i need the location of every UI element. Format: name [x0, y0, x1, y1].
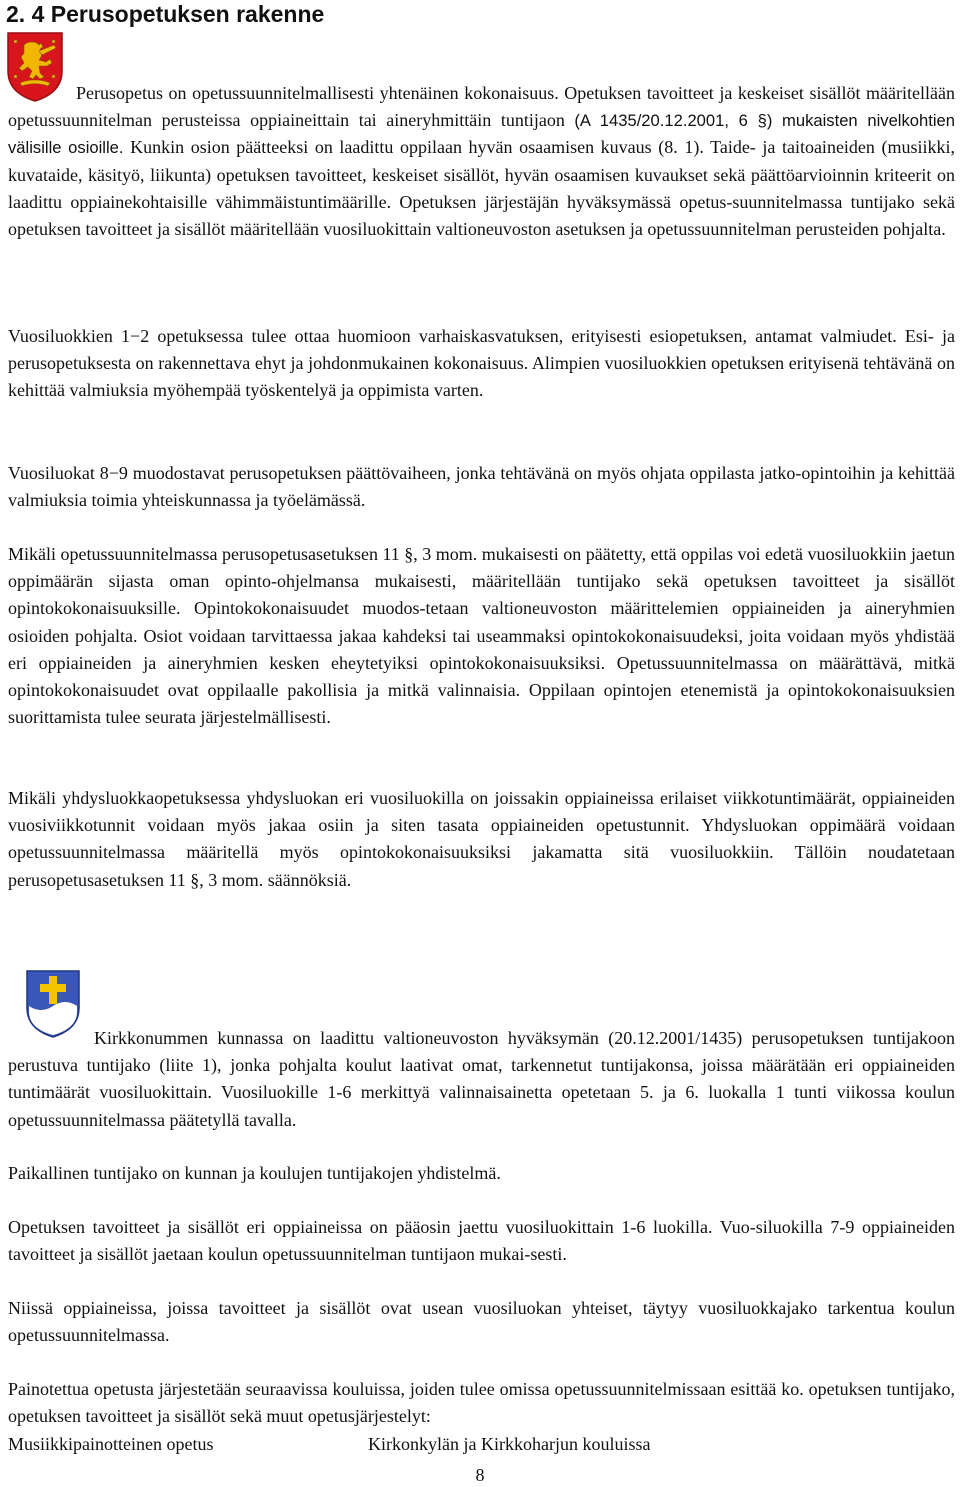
paragraph-grades-8-9: Vuosiluokat 8−9 muodostavat perusopetuksen päättövaiheen, jonka tehtävänä on myös ohjata oppilasta jatko-opintoihin ja kehittää valmiuksia toimia yhteiskunnassa ja työelämässä. — [8, 463, 955, 511]
paragraph-study-modules: Mikäli opetussuunnitelmassa perusopetusasetuksen 11 §, 3 mom. mukaisesti on päätetty, että oppilas voi edetä vuosiluokkiin jaetun oppimäärän sijasta oman opinto-ohjelmansa mukaisesti, määritellään tuntijako sekä opetuksen tavoitteet ja sisällöt opintokokonaisuuksille. Opintokokonaisuudet muodos-tetaan valtioneuvoston määrittelemien oppiaineiden ja aineryhmien osioiden pohjalta. Osiot voidaan tarvittaessa jakaa kahdeksi tai useammaksi opintokokonaisuudeksi, joita voidaan myös yhdistää eri oppiaineiden ja aineryhmien kesken eheytetyiksi opintokokonaisuuksiksi. Opetussuunnitelmassa on määrättävä, mitkä opintokokonaisuudet ovat oppilaalle pakollisia ja mitkä valinnaisia. Oppilaan opintojen etenemistä ja opintokokonaisuuksien suorittamista tulee seurata järjestelmällisesti. — [8, 544, 956, 728]
page-number: 8 — [475, 1465, 485, 1485]
paragraph-intro — [8, 80, 955, 243]
paragraph-grades-1-2: Vuosiluokkien 1−2 opetuksessa tulee ottaa huomioon varhaiskasvatuksen, erityisesti esiopetuksen, antamat valmiudet. Esi- ja perusopetuksesta on rakennettava ehyt ja johdonmukainen kokonaisuus. Alimpien vuosiluokkien opetuksen erityisenä tehtävänä on kehittää valmiuksia myöhempää työskentelyä ja oppimista varten. — [8, 326, 955, 401]
paragraph-shared-objectives: Niissä oppiaineissa, joissa tavoitteet ja sisällöt ovat usean vuosiluokan yhteiset, täytyy vuosiluokkajako tarkentua koulun opetussuunnitelmassa. — [8, 1298, 955, 1346]
paragraph-intro-part-b: (A 1435/20.12.2001, 6 §) mukaisten nivelkohtien välisille osioille. — [8, 111, 955, 158]
paragraph-weighted-teaching: Painotettua opetusta järjestetään seuraavissa kouluissa, joiden tulee omissa opetussuunnitelmissaan esittää ko. opetuksen tuntijako, opetuksen tavoitteet ja sisällöt sekä muut opetusjärjestelyt: — [8, 1379, 955, 1427]
weighted-teaching-row — [8, 1431, 955, 1458]
paragraph-local-schedule: Paikallinen tuntijako on kunnan ja koulujen tuntijakojen yhdistelmä. — [8, 1163, 501, 1183]
paragraph-intro-part-c: Kunkin osion päätteeksi on laadittu oppilaan hyvän osaamisen kuvaus (8. 1). Taide- ja taitoaineiden (musiikki, kuvataide, käsityö, liikunta) opetuksen tavoitteet, keskeiset sisällöt, hyvän osaamisen kuvaukset sekä päättöarvioinnin kriteerit on laadittu oppiainekohtaisille vähimmäistuntimäärille. Opetuksen järjestäjän hyväksymässä opetus-suunnitelmassa tuntijako sekä opetuksen tavoitteet ja sisällöt määritellään vuosiluokittain valtioneuvoston asetuksen ja opetussuunnitelman perusteiden pohjalta. — [8, 137, 956, 240]
paragraph-intro-part-a: Perusopetus on opetussuunnitelmallisesti yhtenäinen kokonaisuus. Opetuksen tavoitteet ja keskeiset sisällöt määritellään opetussuunnitelman perusteissa oppiaineittain tai aineryhmittäin tuntijaon — [8, 83, 955, 131]
paragraph-kirkkonummi: Kirkkonummen kunnassa on laadittu valtioneuvoston hyväksymän (20.12.2001/1435) perusopetuksen tuntijakoon perustuva tuntijako (liite 1), jonka pohjalta koulut laativat omat, tarkennetut tuntijakonsa, joissa määrätään eri oppiaineiden tuntimäärät vuosiluokittain. Vuosiluokille 1-6 merkittyä valinnaisainetta opetetaan 5. ja 6. luokalla 1 tunti viikossa koulun opetussuunnitelmassa päätetyllä tavalla. — [8, 1028, 955, 1130]
section-heading: 2. 4 Perusopetuksen rakenne — [6, 1, 325, 27]
weighted-teaching-type: Musiikkipainotteinen opetus — [8, 1434, 214, 1454]
weighted-teaching-schools: Kirkonkylän ja Kirkkoharjun kouluissa — [368, 1434, 651, 1454]
paragraph-objectives-by-grade: Opetuksen tavoitteet ja sisällöt eri oppiaineissa on pääosin jaettu vuosiluokittain 1-6 luokilla. Vuo-siluokilla 7-9 oppiaineiden tavoitteet ja sisällöt jaetaan koulun opetussuunnitelman tuntijaon mukai-sesti. — [8, 1217, 955, 1265]
paragraph-combined-classes: Mikäli yhdysluokkaopetuksessa yhdysluokan eri vuosiluokilla on joissakin oppiaineissa erilaiset viikkotuntimäärät, oppiaineiden vuosiviikkotunnit voidaan myös jakaa osiin ja siten tasata oppiaineiden opetustunnit. Yhdysluokan oppimäärä voidaan opetussuunnitelmassa määritellä myös opintokokonaisuuksiksi jakamatta sitä vuosiluokkiin. Tällöin noudatetaan perusopetusasetuksen 11 §, 3 mom. säännöksiä. — [8, 788, 955, 890]
